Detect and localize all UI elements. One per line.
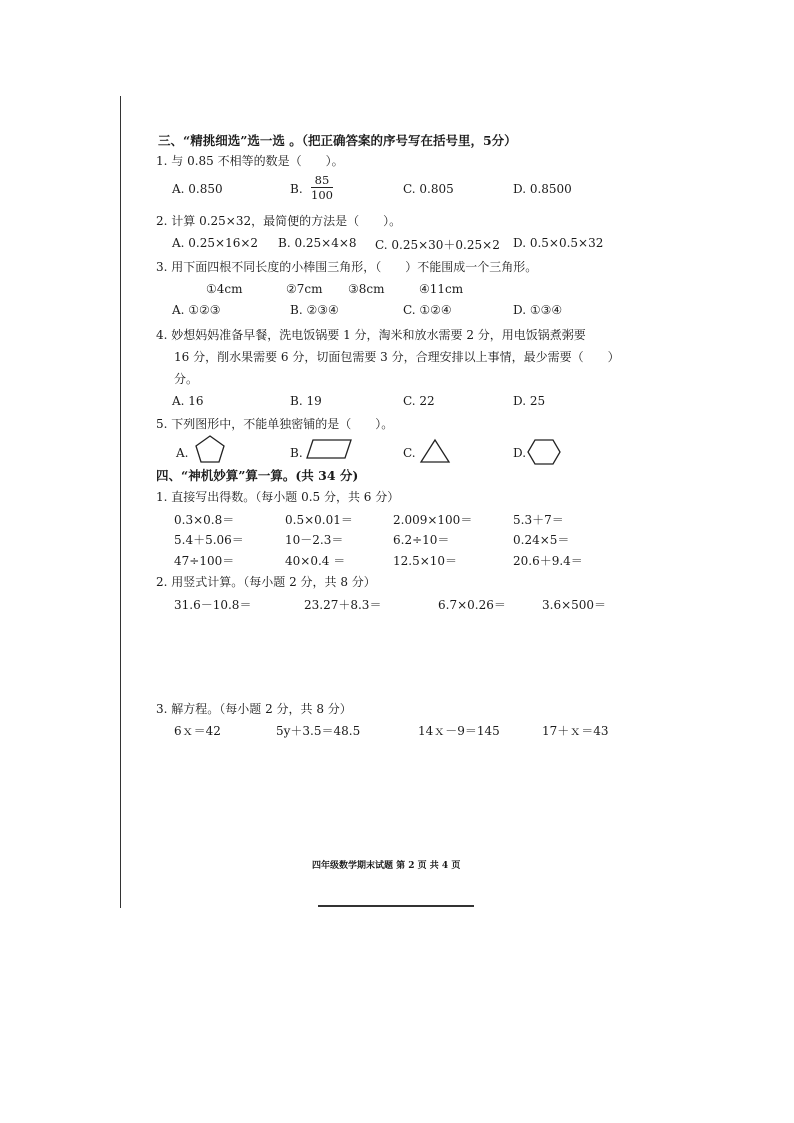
part-2-title: 2. 用竖式计算。（每小题 2 分，共 8 分） [156, 575, 376, 589]
q3-option-a: A. ①②③ [172, 303, 221, 317]
pentagon-icon [194, 434, 226, 464]
bottom-rule [318, 905, 474, 907]
calc-r2-c3: 6.2÷10＝ [393, 533, 450, 547]
q2-option-d: D. 0.5×0.5×32 [513, 236, 604, 250]
q1-option-b-label: B. [290, 182, 303, 196]
q5-option-a: A. [176, 446, 189, 460]
q4-option-c: C. 22 [403, 394, 435, 408]
page-footer: 四年级数学期末试题 第 2 页 共 4 页 [312, 861, 461, 871]
q3-stick-3: ③8cm [348, 282, 385, 296]
q3-stick-4: ④11cm [419, 282, 464, 296]
page-margin-line [120, 96, 121, 908]
q5-option-c: C. [403, 446, 416, 460]
fraction-numerator: 85 [311, 173, 333, 188]
calc-r3-c4: 20.6＋9.4＝ [513, 554, 583, 568]
q1-option-a: A. 0.850 [172, 182, 223, 196]
vertical-calc-3: 6.7×0.26＝ [438, 598, 506, 612]
equation-1: 6ｘ＝42 [174, 724, 221, 738]
calc-r1-c3: 2.009×100＝ [393, 513, 473, 527]
q1-stem: 1. 与 0.85 不相等的数是（ ）。 [156, 154, 344, 168]
section-3-title: 三、“精挑细选”选一选 。（把正确答案的序号写在括号里，5分） [158, 133, 517, 148]
parallelogram-icon [305, 438, 353, 460]
q2-option-b: B. 0.25×4×8 [278, 236, 357, 250]
equation-3: 14ｘ－9＝145 [418, 724, 500, 738]
q2-option-c: C. 0.25×30＋0.25×2 [375, 238, 500, 252]
calc-r3-c2: 40×0.4 ＝ [285, 554, 346, 568]
part-1-title: 1. 直接写出得数。（每小题 0.5 分，共 6 分） [156, 490, 400, 504]
q3-stick-1: ①4cm [206, 282, 243, 296]
fraction-denominator: 100 [311, 188, 333, 202]
calc-r2-c2: 10－2.3＝ [285, 533, 344, 547]
vertical-calc-4: 3.6×500＝ [542, 598, 607, 612]
q3-stem: 3. 用下面四根不同长度的小棒围三角形，（ ）不能围成一个三角形。 [156, 260, 538, 274]
vertical-calc-2: 23.27＋8.3＝ [304, 598, 382, 612]
triangle-icon [419, 438, 451, 464]
q1-option-b-fraction [311, 173, 333, 202]
q2-option-a: A. 0.25×16×2 [172, 236, 259, 250]
q4-line-1: 4. 妙想妈妈准备早餐，洗电饭锅要 1 分，淘米和放水需要 2 分，用电饭锅煮粥要 [156, 328, 586, 342]
q3-option-d: D. ①③④ [513, 303, 563, 317]
equation-4: 17＋ｘ＝43 [542, 724, 609, 738]
q5-option-d: D. [513, 446, 527, 460]
q3-option-b: B. ②③④ [290, 303, 339, 317]
calc-r1-c4: 5.3＋7＝ [513, 513, 564, 527]
calc-r2-c1: 5.4＋5.06＝ [174, 533, 244, 547]
q5-stem: 5. 下列图形中，不能单独密铺的是（ ）。 [156, 417, 394, 431]
equation-2: 5y＋3.5＝48.5 [276, 724, 361, 738]
q1-option-d: D. 0.8500 [513, 182, 572, 196]
q5-option-b: B. [290, 446, 303, 460]
hexagon-icon [526, 438, 562, 466]
q2-stem: 2. 计算 0.25×32，最简便的方法是（ ）。 [156, 214, 402, 228]
part-3-title: 3. 解方程。（每小题 2 分，共 8 分） [156, 702, 352, 716]
calc-r2-c4: 0.24×5＝ [513, 533, 570, 547]
q4-line-3: 分。 [174, 372, 199, 386]
q4-option-b: B. 19 [290, 394, 322, 408]
q1-option-c: C. 0.805 [403, 182, 454, 196]
calc-r3-c3: 12.5×10＝ [393, 554, 458, 568]
calc-r1-c1: 0.3×0.8＝ [174, 513, 235, 527]
q4-option-a: A. 16 [172, 394, 204, 408]
q4-option-d: D. 25 [513, 394, 546, 408]
section-4-title: 四、“神机妙算”算一算。(共 34 分) [156, 468, 359, 483]
vertical-calc-1: 31.6－10.8＝ [174, 598, 252, 612]
q4-line-2: 16 分，削水果需要 6 分，切面包需要 3 分，合理安排以上事情，最少需要（ ） [174, 350, 620, 364]
q3-stick-2: ②7cm [286, 282, 323, 296]
calc-r3-c1: 47÷100＝ [174, 554, 235, 568]
calc-r1-c2: 0.5×0.01＝ [285, 513, 353, 527]
q3-option-c: C. ①②④ [403, 303, 452, 317]
